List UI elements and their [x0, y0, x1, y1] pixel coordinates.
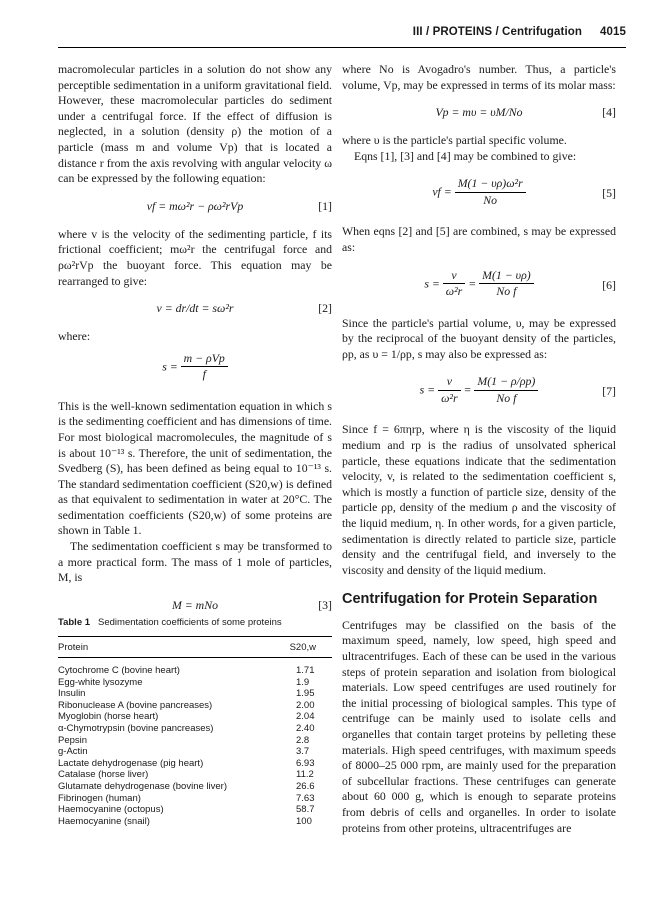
- denominator: ω²r: [445, 284, 463, 299]
- running-title: III / PROTEINS / Centrifugation: [412, 26, 583, 38]
- cell-s-value: 2.00: [296, 699, 315, 711]
- section-heading: Centrifugation for Protein Separation: [342, 591, 598, 608]
- cell-s-value: 2.04: [296, 711, 315, 723]
- cell-protein: Glutamate dehydrogenase (bovine liver): [58, 780, 227, 792]
- cell-s-value: 58.7: [296, 804, 315, 816]
- denominator: f: [202, 367, 206, 382]
- equation-5: [342, 176, 616, 212]
- table-row: [58, 677, 332, 689]
- paragraph: The sedimentation coefficient s may be transformed to a more practical form. The mass of 1 mole of particles, M, is: [58, 539, 332, 585]
- table-row: [58, 723, 332, 735]
- equals-sign: =: [463, 382, 472, 397]
- cell-protein: Myoglobin (horse heart): [58, 711, 159, 723]
- equation-lhs: s =: [419, 382, 436, 397]
- equals-sign: =: [468, 275, 477, 290]
- cell-protein: Ribonuclease A (bovine pancreases): [58, 699, 213, 711]
- cell-s-value: 2.8: [296, 734, 310, 746]
- equation-1: [58, 199, 332, 215]
- fraction: [181, 351, 228, 383]
- fraction: [479, 268, 534, 300]
- cell-s-value: 1.9: [296, 676, 310, 688]
- table-row: [58, 711, 332, 723]
- table-caption: [58, 617, 332, 628]
- header-rule: [58, 47, 626, 48]
- cell-protein: Egg-white lysozyme: [58, 676, 143, 688]
- equation-number: [1]: [318, 198, 332, 213]
- numerator: M(1 − ρ/ρp): [474, 374, 538, 391]
- cell-s-value: 7.63: [296, 792, 315, 804]
- denominator: No: [483, 192, 498, 207]
- column-header-s: S20,w: [289, 642, 316, 653]
- table-row: [58, 781, 332, 793]
- cell-s-value: 3.7: [296, 746, 310, 758]
- equation-number: [3]: [318, 597, 332, 612]
- denominator: No f: [496, 390, 517, 405]
- table-row: [58, 688, 332, 700]
- paragraph: Since f = 6πηrp, where η is the viscosity of the liquid medium and rp is the radius of unsolvated spherical particle, these equations indicate that the sedimentation velocity, v, is related to the sedimentation coefficient s, which is mostly a function of particle size, density of the particle ρp, density of the medium ρ and the viscosity of the liquid medium, η. In other words, for a given particle, sedimentation is directly related to particle size, particle density and the centrifugal field, and inversely to the viscosity and density of the liquid medium.: [342, 422, 616, 577]
- cell-protein: Fibrinogen (human): [58, 792, 141, 804]
- equation-number: [6]: [602, 277, 616, 292]
- cell-s-value: 6.93: [296, 757, 315, 769]
- cell-protein: Cytochrome C (bovine heart): [58, 665, 180, 676]
- fraction: [455, 176, 526, 208]
- running-header: [413, 26, 626, 38]
- paragraph: macromolecular particles in a solution do not show any perceptible sedimentation in a uniform gravitational field. However, these macromolecular particles do sediment under a centrifugal force. If the effect of diffusion is neglected, in a solution (density ρ) the motion of a particle (mass m and volume Vp) that is located a distance r from the axis revolving with angular velocity ω can be expressed by the following equation:: [58, 62, 332, 186]
- equation-body: vf = mω²r − ρω²rVp: [146, 198, 244, 213]
- table-row: [58, 769, 332, 781]
- table-row: [58, 816, 332, 828]
- denominator: ω²r: [441, 390, 458, 405]
- equation-3: [58, 598, 332, 614]
- paragraph: When eqns [2] and [5] are combined, s may be expressed as:: [342, 224, 616, 254]
- fraction: [438, 374, 460, 406]
- cell-protein: Haemocyanine (snail): [58, 815, 150, 827]
- paragraph: Eqns [1], [3] and [4] may be combined to give:: [354, 148, 577, 163]
- equation-6: [342, 268, 616, 304]
- equation-s: [58, 351, 332, 387]
- cell-protein: g-Actin: [58, 746, 88, 758]
- fraction: [474, 374, 538, 406]
- equation-number: [4]: [602, 105, 616, 120]
- cell-protein: Pepsin: [58, 734, 88, 746]
- equation-body: M = mNo: [172, 597, 218, 612]
- table-row: [58, 665, 332, 677]
- table-row: [58, 735, 332, 747]
- equation-lhs: s =: [162, 359, 178, 374]
- paragraph: where v is the velocity of the sedimenting particle, f its frictional coefficient; mω²r the centrifugal force and ρω²rVp the buoyant force. This equation may be rearranged to give:: [58, 226, 332, 288]
- table-row: [58, 700, 332, 712]
- paragraph: This is the well-known sedimentation equation in which s is the sedimenting coefficient and has dimensions of time. For most biological macromolecules, the magnitude of s is about 10⁻¹³ s. Therefore, the unit of sedimentation, the Svedberg (S), has been defined as being equal to 10⁻¹³ s. The standard sedimentation coefficient (S20,w) is defined as that equivalent to sedimentation in water at 20°C. The sedimentation coefficients (S20,w) of some proteins are shown in Table 1.: [58, 398, 333, 538]
- equation-body: Vp = mυ = υM/No: [435, 105, 523, 120]
- equation-number: [7]: [602, 384, 616, 399]
- table-row: [58, 758, 332, 770]
- cell-s-value: 100: [296, 815, 312, 827]
- table-1: [58, 617, 332, 827]
- table-label: Table 1: [58, 617, 91, 628]
- left-column: [58, 62, 332, 626]
- paragraph: Since the particle's partial volume, υ, may be expressed by the reciprocal of the buoyant density of the particles, ρp, as υ = 1/ρp, s may also be expressed as:: [342, 315, 616, 361]
- paragraph: where:: [58, 329, 91, 344]
- paragraph: where υ is the particle's partial specific volume.: [342, 133, 567, 148]
- denominator: No f: [496, 284, 517, 299]
- numerator: M(1 − υρ)ω²r: [455, 176, 526, 193]
- equation-body: v = dr/dt = sω²r: [156, 301, 234, 316]
- cell-s-value: 1.95: [296, 688, 315, 700]
- table-row: [58, 793, 332, 805]
- cell-protein: Insulin: [58, 688, 86, 700]
- cell-protein: Lactate dehydrogenase (pig heart): [58, 757, 204, 769]
- numerator: v: [438, 374, 460, 391]
- equation-number: [5]: [602, 186, 616, 201]
- cell-s-value: 11.2: [296, 769, 314, 781]
- equation-lhs: s =: [424, 275, 440, 290]
- fraction: [443, 268, 465, 300]
- numerator: v: [443, 268, 465, 285]
- paragraph: Centrifuges may be classified on the basis of the maximum speed, namely, low speed, high speed and ultracentrifuges. Each of these can be used in the various steps of protein separation and isolation from biological materials. Low speed centrifuges are used routinely for the initial processing of biological samples. This type of centrifuge can be mainly used to isolate cells and organelles that contain target proteins by pelleting these materials. High speed centrifuges, with maximum speeds of 8000–25 000 rpm, are mainly used for the preparation of subcellular fractions. These centrifuges can generate about 60 000 g, which is enough to separate proteins from debris of cells and organelles. In order to isolate proteins from other proteins, ultracentrifuges are: [342, 617, 616, 835]
- table-body: [58, 658, 332, 827]
- equation-2: [58, 301, 332, 317]
- paragraph: where No is Avogadro's number. Thus, a particle's volume, Vp, may be expressed in terms of its molar mass:: [342, 62, 616, 92]
- numerator: M(1 − υρ): [479, 268, 534, 285]
- equation-number: [2]: [318, 301, 332, 316]
- cell-s-value: 1.71: [296, 665, 315, 676]
- equation-4: [342, 105, 616, 121]
- equation-7: [342, 374, 616, 410]
- cell-s-value: 2.40: [296, 722, 315, 734]
- cell-s-value: 26.6: [296, 780, 315, 792]
- cell-protein: α-Chymotrypsin (bovine pancreases): [58, 722, 214, 734]
- table-row: [58, 804, 332, 816]
- cell-protein: Haemocyanine (octopus): [58, 804, 164, 816]
- column-header-protein: Protein: [58, 642, 89, 653]
- numerator: m − ρVp: [181, 351, 228, 368]
- cell-protein: Catalase (horse liver): [58, 769, 149, 781]
- right-column: [342, 62, 616, 836]
- equation-lhs: vf =: [432, 184, 452, 199]
- table-caption-text: Sedimentation coefficients of some proteins: [98, 617, 282, 628]
- table-row: [58, 746, 332, 758]
- page-number: 4015: [600, 26, 626, 38]
- table-header: [58, 637, 332, 657]
